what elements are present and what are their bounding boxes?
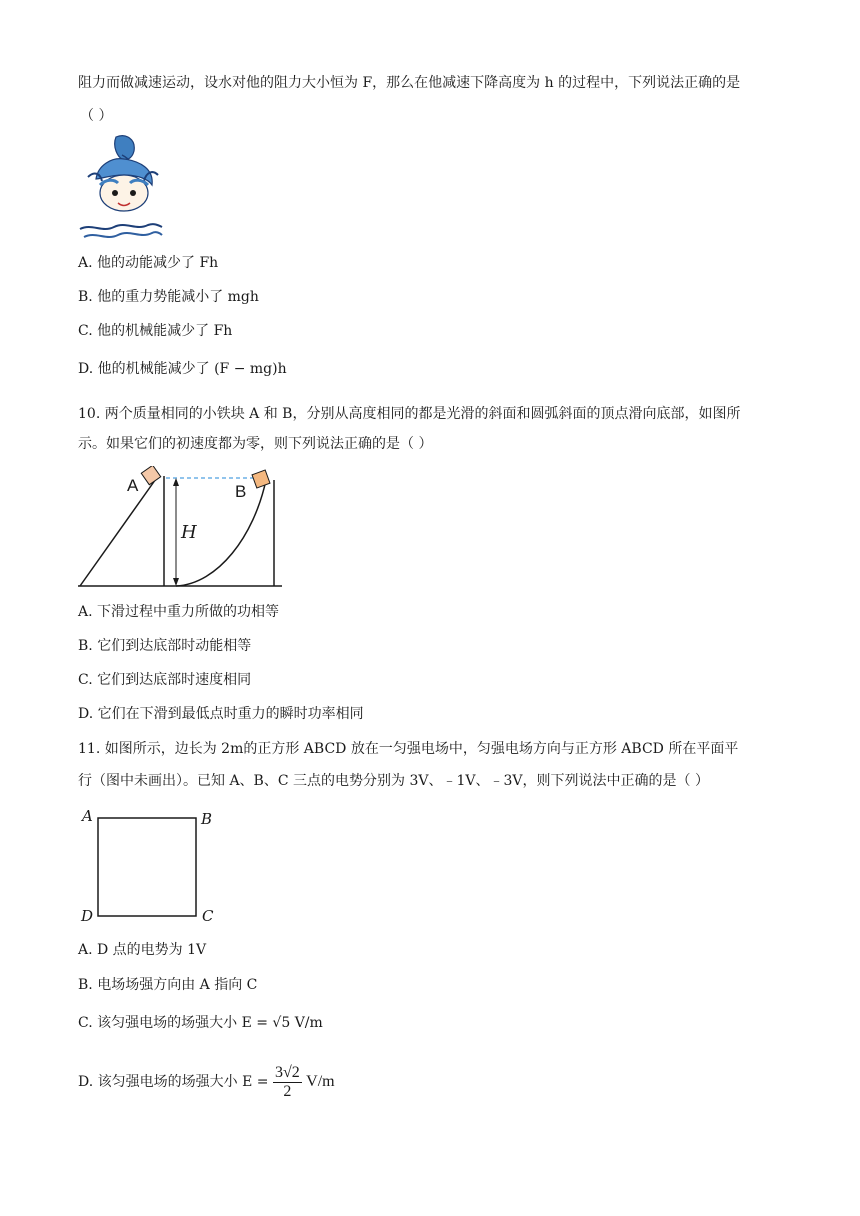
- q9-stem-line1: 阻力而做减速运动，设水对他的阻力大小恒为 F，那么在他减速下降高度为 h 的过程中，下列说法正确的是: [78, 75, 741, 91]
- q10-option-c: C. 它们到达底部时速度相同: [78, 672, 252, 688]
- corner-d: D: [81, 907, 94, 925]
- q11-stem-line2: 行（图中未画出）。已知 A、B、C 三点的电势分别为 3V、﹣1V、﹣3V，则下列说法中正确的是（ ）: [78, 773, 709, 789]
- corner-b: B: [201, 810, 213, 828]
- q11-option-d-prefix: D. 该匀强电场的场强大小 E =: [78, 1074, 269, 1090]
- q10-stem-line1: 10. 两个质量相同的小铁块 A 和 B，分别从高度相同的都是光滑的斜面和圆弧斜面的顶点滑向底部，如图所: [78, 406, 741, 422]
- q9-option-b: B. 他的重力势能减小了 mgh: [78, 289, 259, 305]
- q9-option-d: D. 他的机械能减少了 (F − mg)h: [78, 361, 287, 377]
- block-b: [252, 470, 270, 488]
- q11-option-d-fraction: [273, 1064, 302, 1101]
- square-abcd-figure: [78, 806, 218, 926]
- fraction-denominator: 2: [283, 1082, 292, 1100]
- q11-option-b: B. 电场场强方向由 A 指向 C: [78, 977, 258, 993]
- q10-option-b: B. 它们到达底部时动能相等: [78, 638, 252, 654]
- corner-a: A: [82, 807, 93, 825]
- q11-option-c: C. 该匀强电场的场强大小 E = √5 V/m: [78, 1015, 323, 1031]
- diver-illustration: [78, 133, 168, 243]
- q11-stem-line1: 11. 如图所示，边长为 2m的正方形 ABCD 放在一匀强电场中，匀强电场方向与正方形 ABCD 所在平面平: [78, 741, 739, 757]
- q11-option-a: A. D 点的电势为 1V: [78, 942, 207, 958]
- label-b: B: [235, 482, 247, 501]
- q11-option-d-unit: V/m: [306, 1073, 335, 1090]
- q11-option-d: [78, 1060, 335, 1104]
- q10-option-a: A. 下滑过程中重力所做的功相等: [78, 604, 280, 620]
- label-h: H: [181, 522, 197, 543]
- q9-option-c: C. 他的机械能减少了 Fh: [78, 323, 233, 339]
- fraction-numerator: 3√2: [274, 1063, 300, 1081]
- corner-c: C: [202, 907, 214, 925]
- q9-option-a: A. 他的动能减少了 Fh: [78, 255, 219, 271]
- square-abcd: [98, 818, 196, 916]
- block-a: [141, 466, 160, 485]
- label-a: A: [127, 476, 139, 495]
- incline-slope: [80, 476, 158, 586]
- q10-stem-line2: 示。如果它们的初速度都为零，则下列说法正确的是（ ）: [78, 436, 433, 452]
- q10-option-d: D. 它们在下滑到最低点时重力的瞬时功率相同: [78, 706, 364, 722]
- q9-stem-line2: （ ）: [80, 108, 113, 124]
